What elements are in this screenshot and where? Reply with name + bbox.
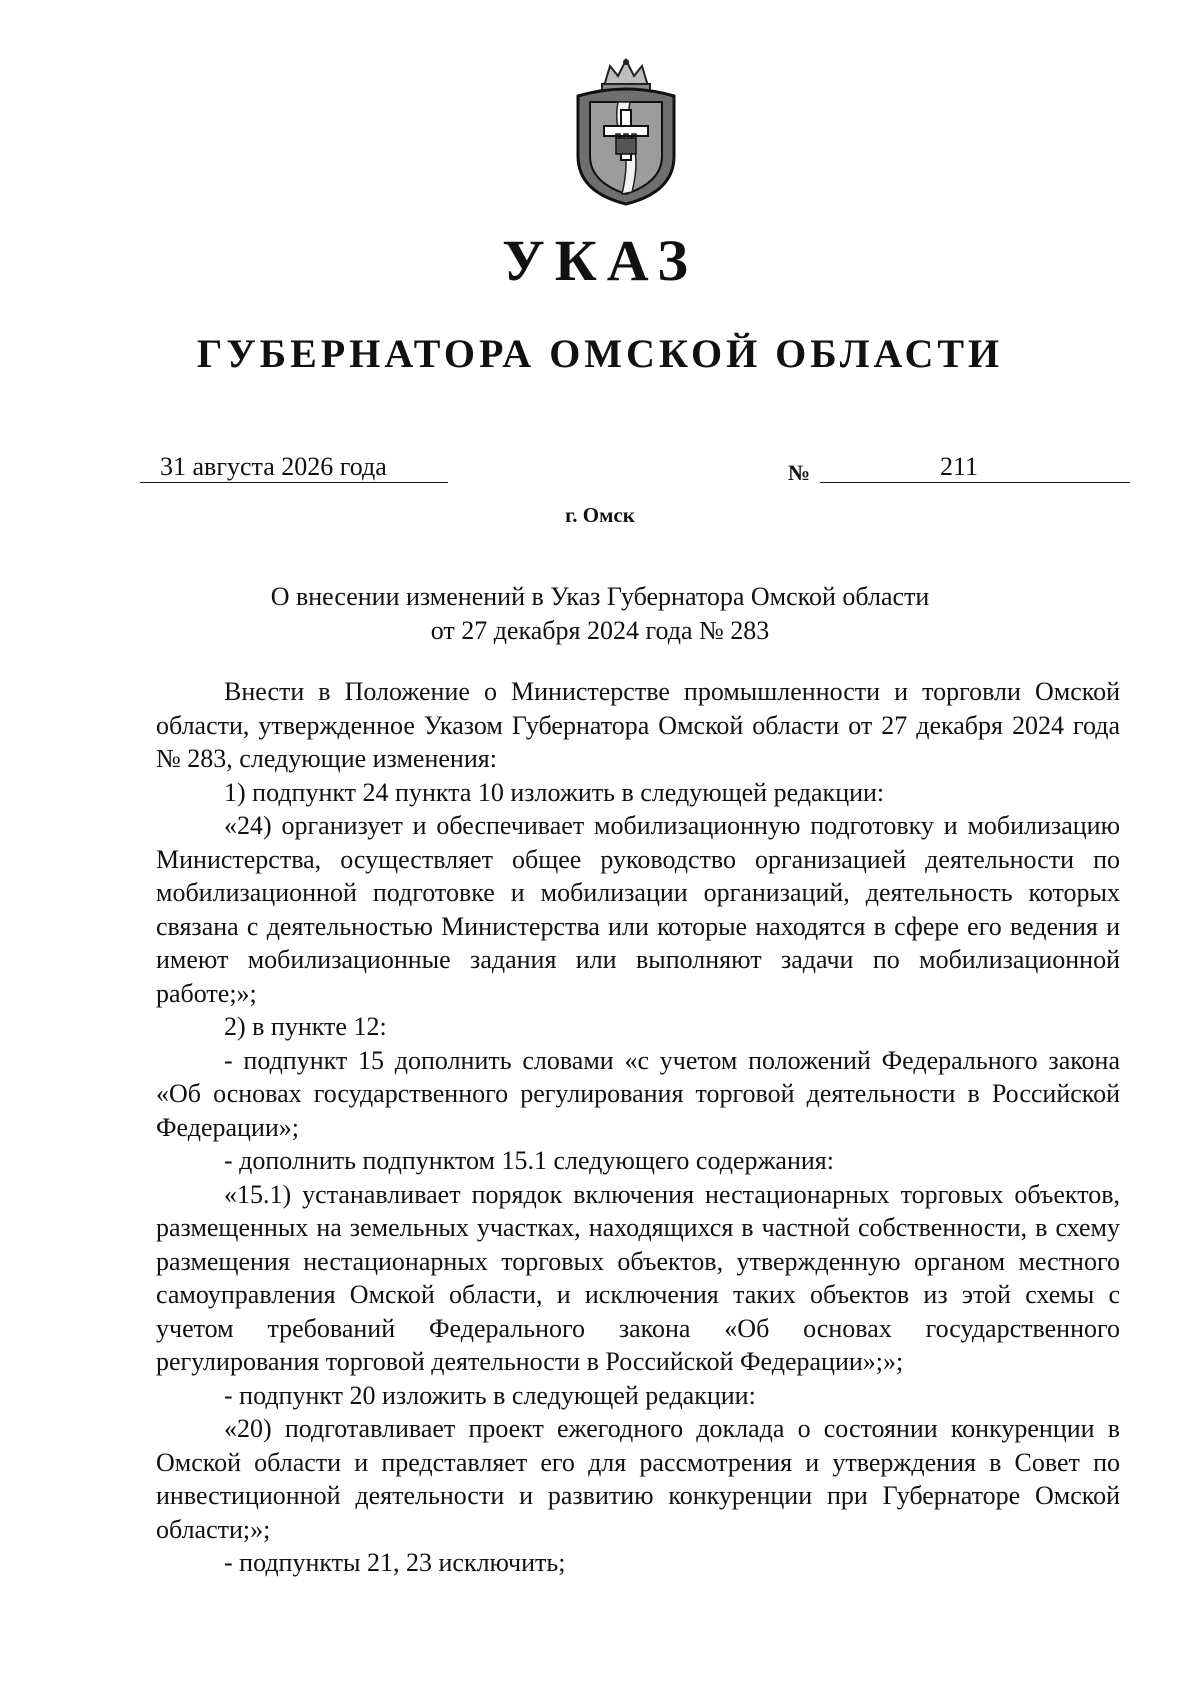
number-label: №	[788, 460, 811, 485]
date-value: 31 августа 2026 года	[160, 452, 387, 481]
date-field	[140, 452, 448, 483]
coat-of-arms-emblem	[570, 52, 682, 208]
subject-line-2: от 27 декабря 2024 года № 283	[430, 616, 770, 645]
body-paragraph: - дополнить подпунктом 15.1 следующего содержания:	[224, 1146, 834, 1175]
body-paragraph: Внести в Положение о Министерстве промышленности и торговли Омской области, утвержденное Указом Губернатора Омской области от 27 декабря 2024 года № 283, следующие изменения:	[156, 677, 1120, 773]
body-paragraph: - подпункт 15 дополнить словами «с учетом положений Федерального закона «Об основах государственного регулирования торговой деятельности в Российской Федерации»;	[156, 1045, 1120, 1142]
omsk-coat-of-arms-icon	[570, 52, 682, 208]
body-paragraph: 1) подпункт 24 пункта 10 изложить в следующей редакции:	[224, 777, 885, 807]
body-paragraph: - подпункты 21, 23 исключить;	[224, 1548, 566, 1577]
document-subtitle: ГУБЕРНАТОРА ОМСКОЙ ОБЛАСТИ	[196, 331, 1004, 376]
body-paragraph: «15.1) устанавливает порядок включения нестационарных торговых объектов, размещенных на земельных участках, находящихся в частной собственности, в схему размещения нестационарных торговых объектов, утвержденную органом местного самоуправления Омской области, и исключения таких объектов из этой схемы с учетом требований Федерального закона «Об основах государственного регулирования торговой деятельности в Российской Федерации»;»;	[156, 1179, 1120, 1376]
city-label: г. Омск	[565, 503, 635, 527]
body-paragraph: «24) организует и обеспечивает мобилизационную подготовку и мобилизацию Министерства, осуществляет общее руководство организацией деятельности по мобилизационной подготовке и мобилизации организаций, деятельность которых связана с деятельностью Министерства или которые находятся в сфере его ведения и имеют мобилизационные задания или выполняют задачи по мобилизационной работе;»;	[156, 811, 1120, 1008]
subject-line-1: О внесении изменений в Указ Губернатора Омской области	[270, 582, 930, 611]
document-title: УКАЗ	[502, 228, 698, 293]
document-subject	[0, 580, 1200, 648]
document-body	[156, 675, 1120, 1580]
number-field	[820, 452, 1130, 483]
body-paragraph: - подпункт 20 изложить в следующей редакции:	[224, 1380, 756, 1410]
number-value: 211	[940, 452, 979, 481]
body-paragraph: «20) подготавливает проект ежегодного доклада о состоянии конкуренции в Омской области и представляет его для рассмотрения и утверждения в Совет по инвестиционной деятельности и развитию конкуренции при Губернаторе Омской области;»;	[156, 1414, 1120, 1544]
body-paragraph: 2) в пункте 12:	[224, 1012, 387, 1041]
